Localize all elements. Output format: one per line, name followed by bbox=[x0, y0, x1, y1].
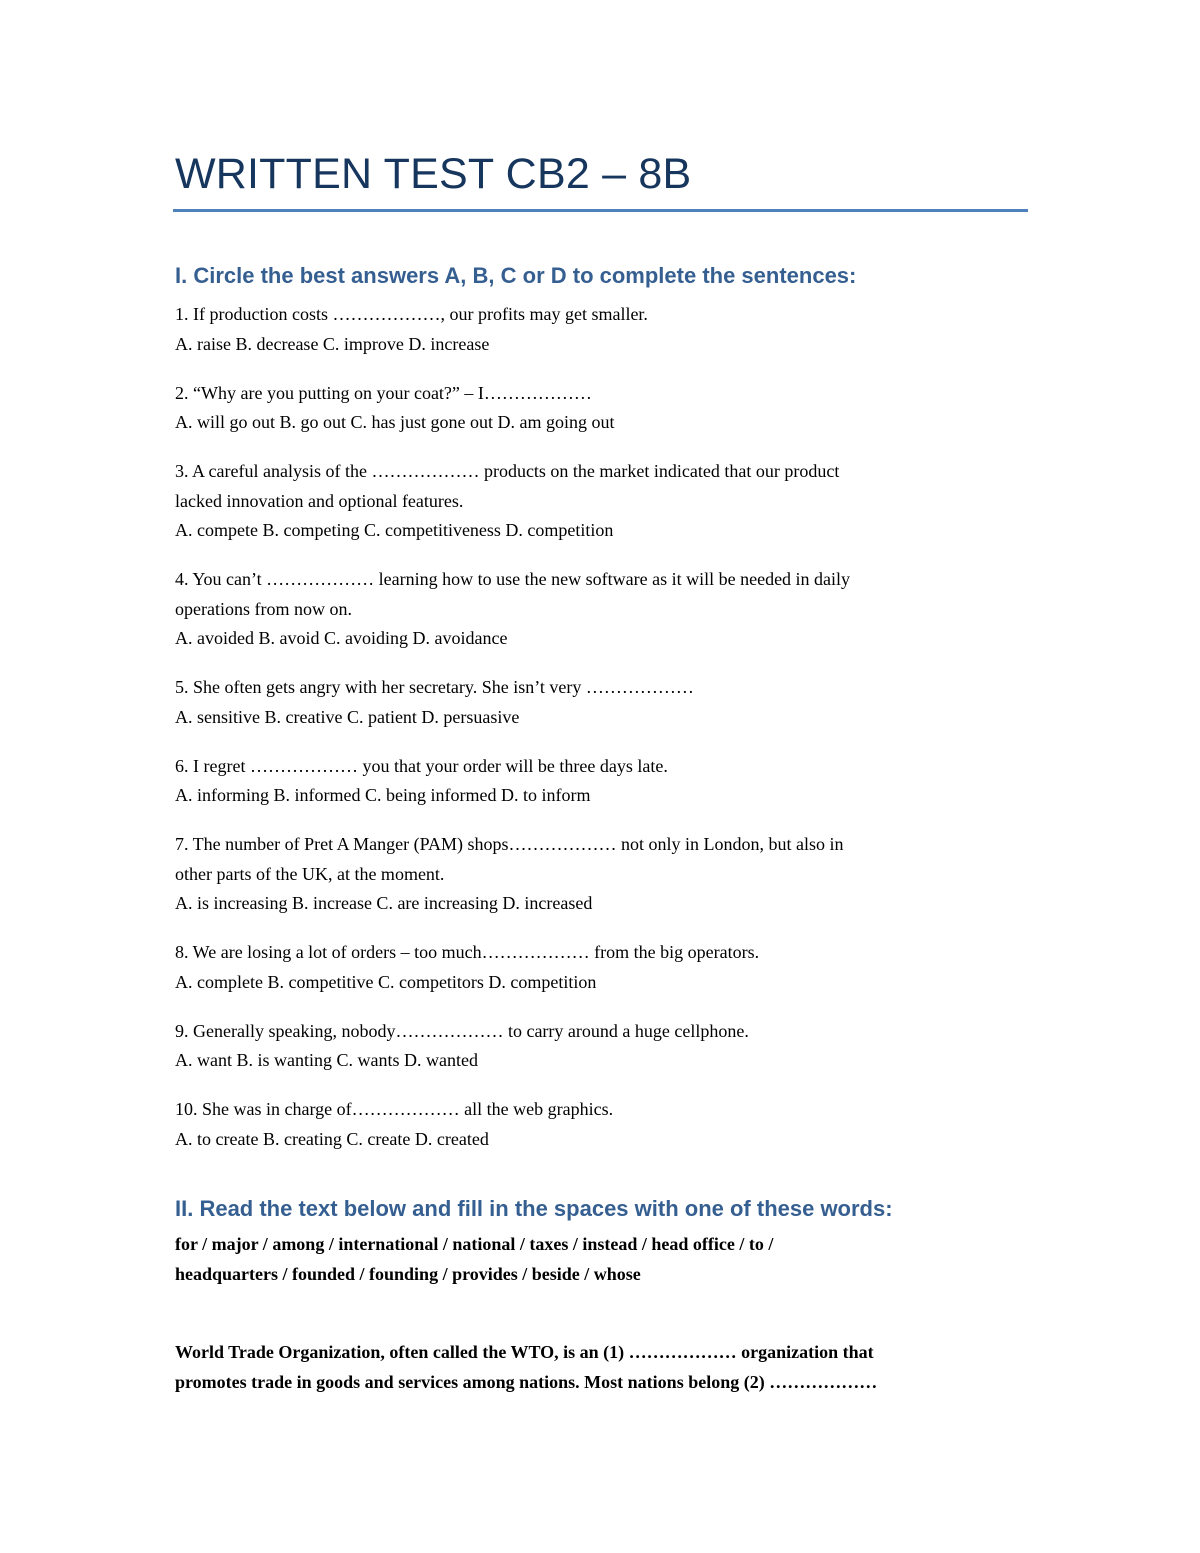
question-1-options: A. raise B. decrease C. improve D. increase bbox=[175, 333, 490, 354]
question-3-text-line-1: 3. A careful analysis of the ……………… products on the market indicated that our product bbox=[175, 461, 840, 481]
question-10-options: A. to create B. creating C. create D. created bbox=[175, 1128, 489, 1149]
section-2-heading: II. Read the text below and fill in the spaces with one of these words: bbox=[175, 1196, 893, 1221]
question-9-options: A. want B. is wanting C. wants D. wanted bbox=[175, 1050, 478, 1070]
question-3 bbox=[175, 457, 1035, 546]
question-1-text: 1. If production costs ………………, our profits may get smaller. bbox=[175, 304, 648, 324]
section-1-heading: I. Circle the best answers A, B, C or D to complete the sentences: bbox=[175, 263, 857, 288]
passage-line-1: World Trade Organization, often called the WTO, is an (1) ……………… organization that bbox=[175, 1342, 874, 1362]
question-10-text: 10. She was in charge of……………… all the web graphics. bbox=[175, 1099, 614, 1119]
question-7-text-line-2: other parts of the UK, at the moment. bbox=[175, 863, 445, 884]
question-8-text: 8. We are losing a lot of orders – too much……………… from the big operators. bbox=[175, 942, 760, 962]
word-bank-line-1: for / major / among / international / national / taxes / instead / head office / to / bbox=[175, 1234, 774, 1254]
reading-passage bbox=[175, 1338, 1035, 1397]
question-10 bbox=[175, 1095, 1035, 1154]
question-2-text: 2. “Why are you putting on your coat?” – I……………… bbox=[175, 382, 592, 403]
question-4-options: A. avoided B. avoid C. avoiding D. avoidance bbox=[175, 628, 508, 648]
page-title: WRITTEN TEST CB2 – 8B bbox=[175, 150, 692, 198]
title-underline bbox=[173, 209, 1028, 212]
passage-line-2: promotes trade in goods and services among nations. Most nations belong (2) ……………… bbox=[175, 1371, 878, 1392]
question-8 bbox=[175, 938, 1035, 997]
question-4-text-line-2: operations from now on. bbox=[175, 598, 352, 619]
question-9-text: 9. Generally speaking, nobody……………… to carry around a huge cellphone. bbox=[175, 1020, 749, 1041]
question-7-text-line-1: 7. The number of Pret A Manger (PAM) shops……………… not only in London, but also in bbox=[175, 834, 844, 854]
word-bank-line-2: headquarters / founded / founding / provides / beside / whose bbox=[175, 1263, 641, 1284]
question-4 bbox=[175, 565, 1035, 654]
question-3-options: A. compete B. competing C. competitiveness D. competition bbox=[175, 520, 614, 540]
question-list bbox=[175, 300, 1035, 1174]
question-7-options: A. is increasing B. increase C. are increasing D. increased bbox=[175, 893, 593, 913]
question-7 bbox=[175, 830, 1035, 919]
question-2 bbox=[175, 379, 1035, 438]
question-5-text: 5. She often gets angry with her secretary. She isn’t very ……………… bbox=[175, 677, 694, 697]
question-8-options: A. complete B. competitive C. competitors D. competition bbox=[175, 971, 597, 992]
question-6-options: A. informing B. informed C. being informed D. to inform bbox=[175, 785, 591, 805]
question-1 bbox=[175, 300, 1035, 359]
question-9 bbox=[175, 1017, 1035, 1076]
question-3-text-line-2: lacked innovation and optional features. bbox=[175, 490, 464, 511]
question-6-text: 6. I regret ……………… you that your order will be three days late. bbox=[175, 755, 668, 776]
question-2-options: A. will go out B. go out C. has just gone out D. am going out bbox=[175, 412, 615, 432]
question-5-options: A. sensitive B. creative C. patient D. persuasive bbox=[175, 706, 520, 727]
question-5 bbox=[175, 673, 1035, 732]
question-4-text-line-1: 4. You can’t ……………… learning how to use the new software as it will be needed in daily bbox=[175, 569, 851, 589]
word-bank bbox=[175, 1230, 1035, 1289]
question-6 bbox=[175, 752, 1035, 811]
